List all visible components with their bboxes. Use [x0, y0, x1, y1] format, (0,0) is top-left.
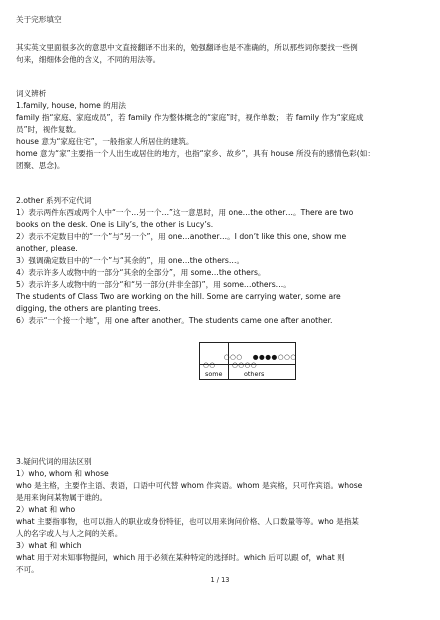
- section1-line: home 意为“家”主要指一个人出生或居住的地方，也指“家乡、故乡”，具有 house 所没有的感情色彩(如：: [16, 149, 375, 158]
- section2-line: 6）表示“一个接一个地”，用 one after another。The students came one after another.: [16, 316, 333, 325]
- section1-line: 1.family, house, home 的用法: [16, 101, 126, 110]
- section3-line: 3）what 和 which: [16, 541, 82, 550]
- section3-line: what 用于对未知事物提问，which 用于必须在某种特定的选择时。which 后可以跟 of，what 则: [16, 553, 345, 562]
- section3-line: 是用来询问某物属于谁的。: [16, 493, 108, 502]
- section3-line: 2）what 和 who: [16, 505, 76, 514]
- document-title: 关于完形填空: [16, 15, 62, 24]
- section2-line: The students of Class Two are working on the hill. Some are carrying water, some are: [16, 292, 341, 301]
- section2-line: 5）表示许多人或物中的一部分“和“另一部分(并非全部)”，用 some…others…。: [16, 280, 291, 289]
- section2-line: digging, the others are planting trees.: [16, 304, 161, 313]
- section3-line: 人的名字或人与人之间的关系。: [16, 529, 123, 538]
- figure-vertical-divider: [228, 343, 229, 379]
- section3-line: who 是主格，主要作主语、表语，口语中可代替 whom 作宾语。whom 是宾格，只可作宾语。whose: [16, 481, 363, 490]
- figure-right-dots-text: ●●●●○○○ ○○○○: [232, 353, 297, 369]
- figure-left-dots-text: ○○○ ○○: [203, 353, 243, 369]
- figure-divider: [200, 364, 295, 365]
- section3-line: 不可。: [16, 565, 39, 574]
- figure-label-some: some: [205, 370, 223, 378]
- section-heading: 词义辨析: [16, 89, 47, 98]
- section3-line: what 主要指事物，也可以指人的职业或身份特征，也可以用来询问价格、人口数量等等。who 是指某: [16, 517, 359, 526]
- figure-dot-row: [200, 345, 297, 369]
- intro-line-1: 其实英文里面很多次的意思中文直接翻译不出来的，勉强翻译也是不准确的，所以那些词你要找一些例: [16, 43, 358, 52]
- section1-line: 员”时，视作复数。: [16, 125, 81, 134]
- section3-line: 1）who, whom 和 whose: [16, 469, 109, 478]
- section2-line: 2.other 系列不定代词: [16, 196, 92, 205]
- section2-line: 3）强调确定数目中的“一个”与“其余的”，用 one…the others…。: [16, 256, 245, 265]
- figure-label-others: others: [244, 370, 265, 378]
- section1-line: family 指“家庭、家庭成员”，若 family 作为整体概念的“家庭”时，视作单数； 若 family 作为“家庭成: [16, 113, 364, 122]
- section2-line: 2）表示不定数目中的“一个”与“另一个”，用 one…another…。I don’t like this one, show me: [16, 232, 347, 241]
- section3-line: 3.疑问代词的用法区别: [16, 457, 92, 466]
- intro-line-2: 句来，细细体会他的含义，不同的用法等。: [16, 55, 161, 64]
- section2-line: books on the desk. One is Lily’s, the other is Lucy’s.: [16, 220, 214, 229]
- section2-line: 4）表示许多人或物中的一部分“其余的全部分”，用 some…the others。: [16, 268, 266, 277]
- page-number: 1 / 13: [210, 576, 230, 584]
- section1-line: 团聚、思念)。: [16, 161, 65, 170]
- section1-line: house 意为“家庭住宅”，一般指家人所居住的建筑。: [16, 137, 194, 146]
- some-others-figure: [199, 342, 296, 380]
- section2-line: 1）表示两件东西或两个人中“一个…另一个…”这一意思时，用 one…the other…。There are two: [16, 208, 354, 217]
- section2-line: another, please.: [16, 244, 78, 253]
